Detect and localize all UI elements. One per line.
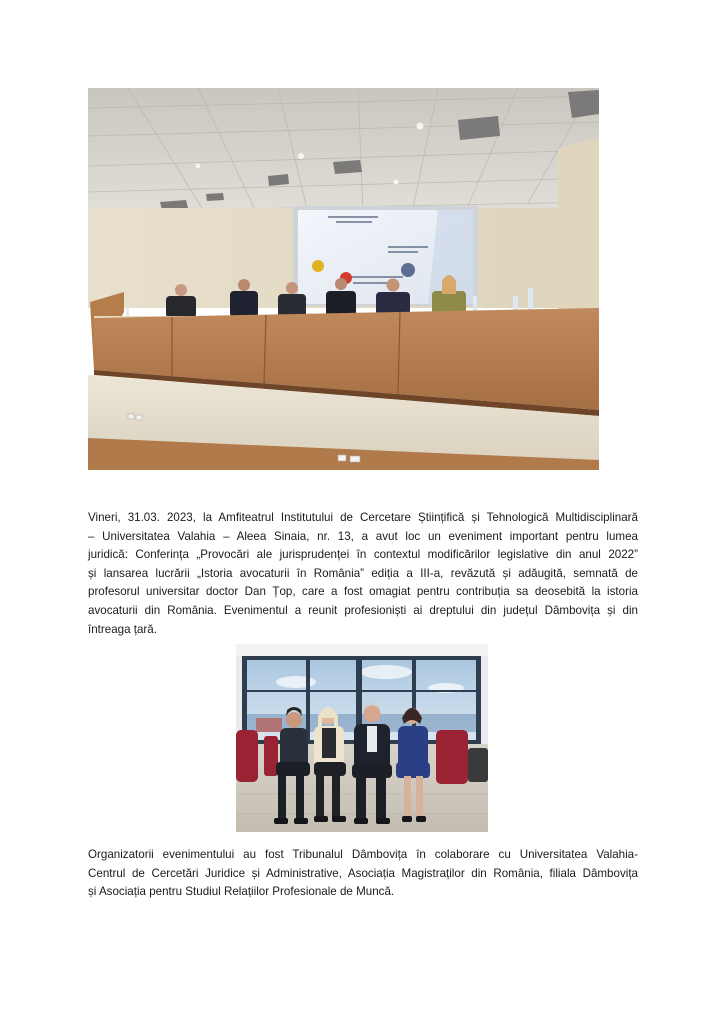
organizers-photo-image [236,644,488,832]
event-paragraph-line: juridică: Conferința „Provocări ale jurisprudenței în contextul modificărilor legislative din anul 2022” [88,548,638,562]
conference-photo-image [88,88,599,470]
event-paragraph-line: avocaturii din România. Evenimentul a reunit profesioniști ai dreptului din județul Dâmbovița și din [88,603,638,617]
event-paragraph-line: întreaga țară. [88,622,157,636]
organizers-paragraph [88,846,638,902]
event-paragraph-line: – Universitatea Valahia – Aleea Sinaia, nr. 13, a avut loc un eveniment important pentru lumea [88,529,638,543]
event-paragraph-line: Vineri, 31.03. 2023, la Amfiteatrul Institutului de Cercetare Științifică și Tehnologică Multidisciplinară [88,511,638,524]
conference-photo [88,88,599,470]
organizers-paragraph-line: Organizatorii evenimentului au fost Tribunalul Dâmbovița în colaborare cu Universitatea Valahia- [88,848,638,861]
event-paragraph [88,509,638,639]
organizers-photo [236,644,488,832]
organizers-paragraph-line: și Asociația pentru Studiul Relațiilor Profesionale de Muncă. [88,885,395,899]
event-paragraph-line: profesorul universitar doctor Dan Țop, care a fost omagiat pentru contribuția sa deosebită la istoria [88,585,638,599]
organizers-paragraph-line: Centrul de Cercetări Juridice și Administrative, Asociația Magistraților din România, filiala Dâmbovița [88,866,638,880]
event-paragraph-line: și lansarea lucrării „Istoria avocaturii în România” ediția a III-a, revăzută și adăugită, semnată de [88,566,638,580]
